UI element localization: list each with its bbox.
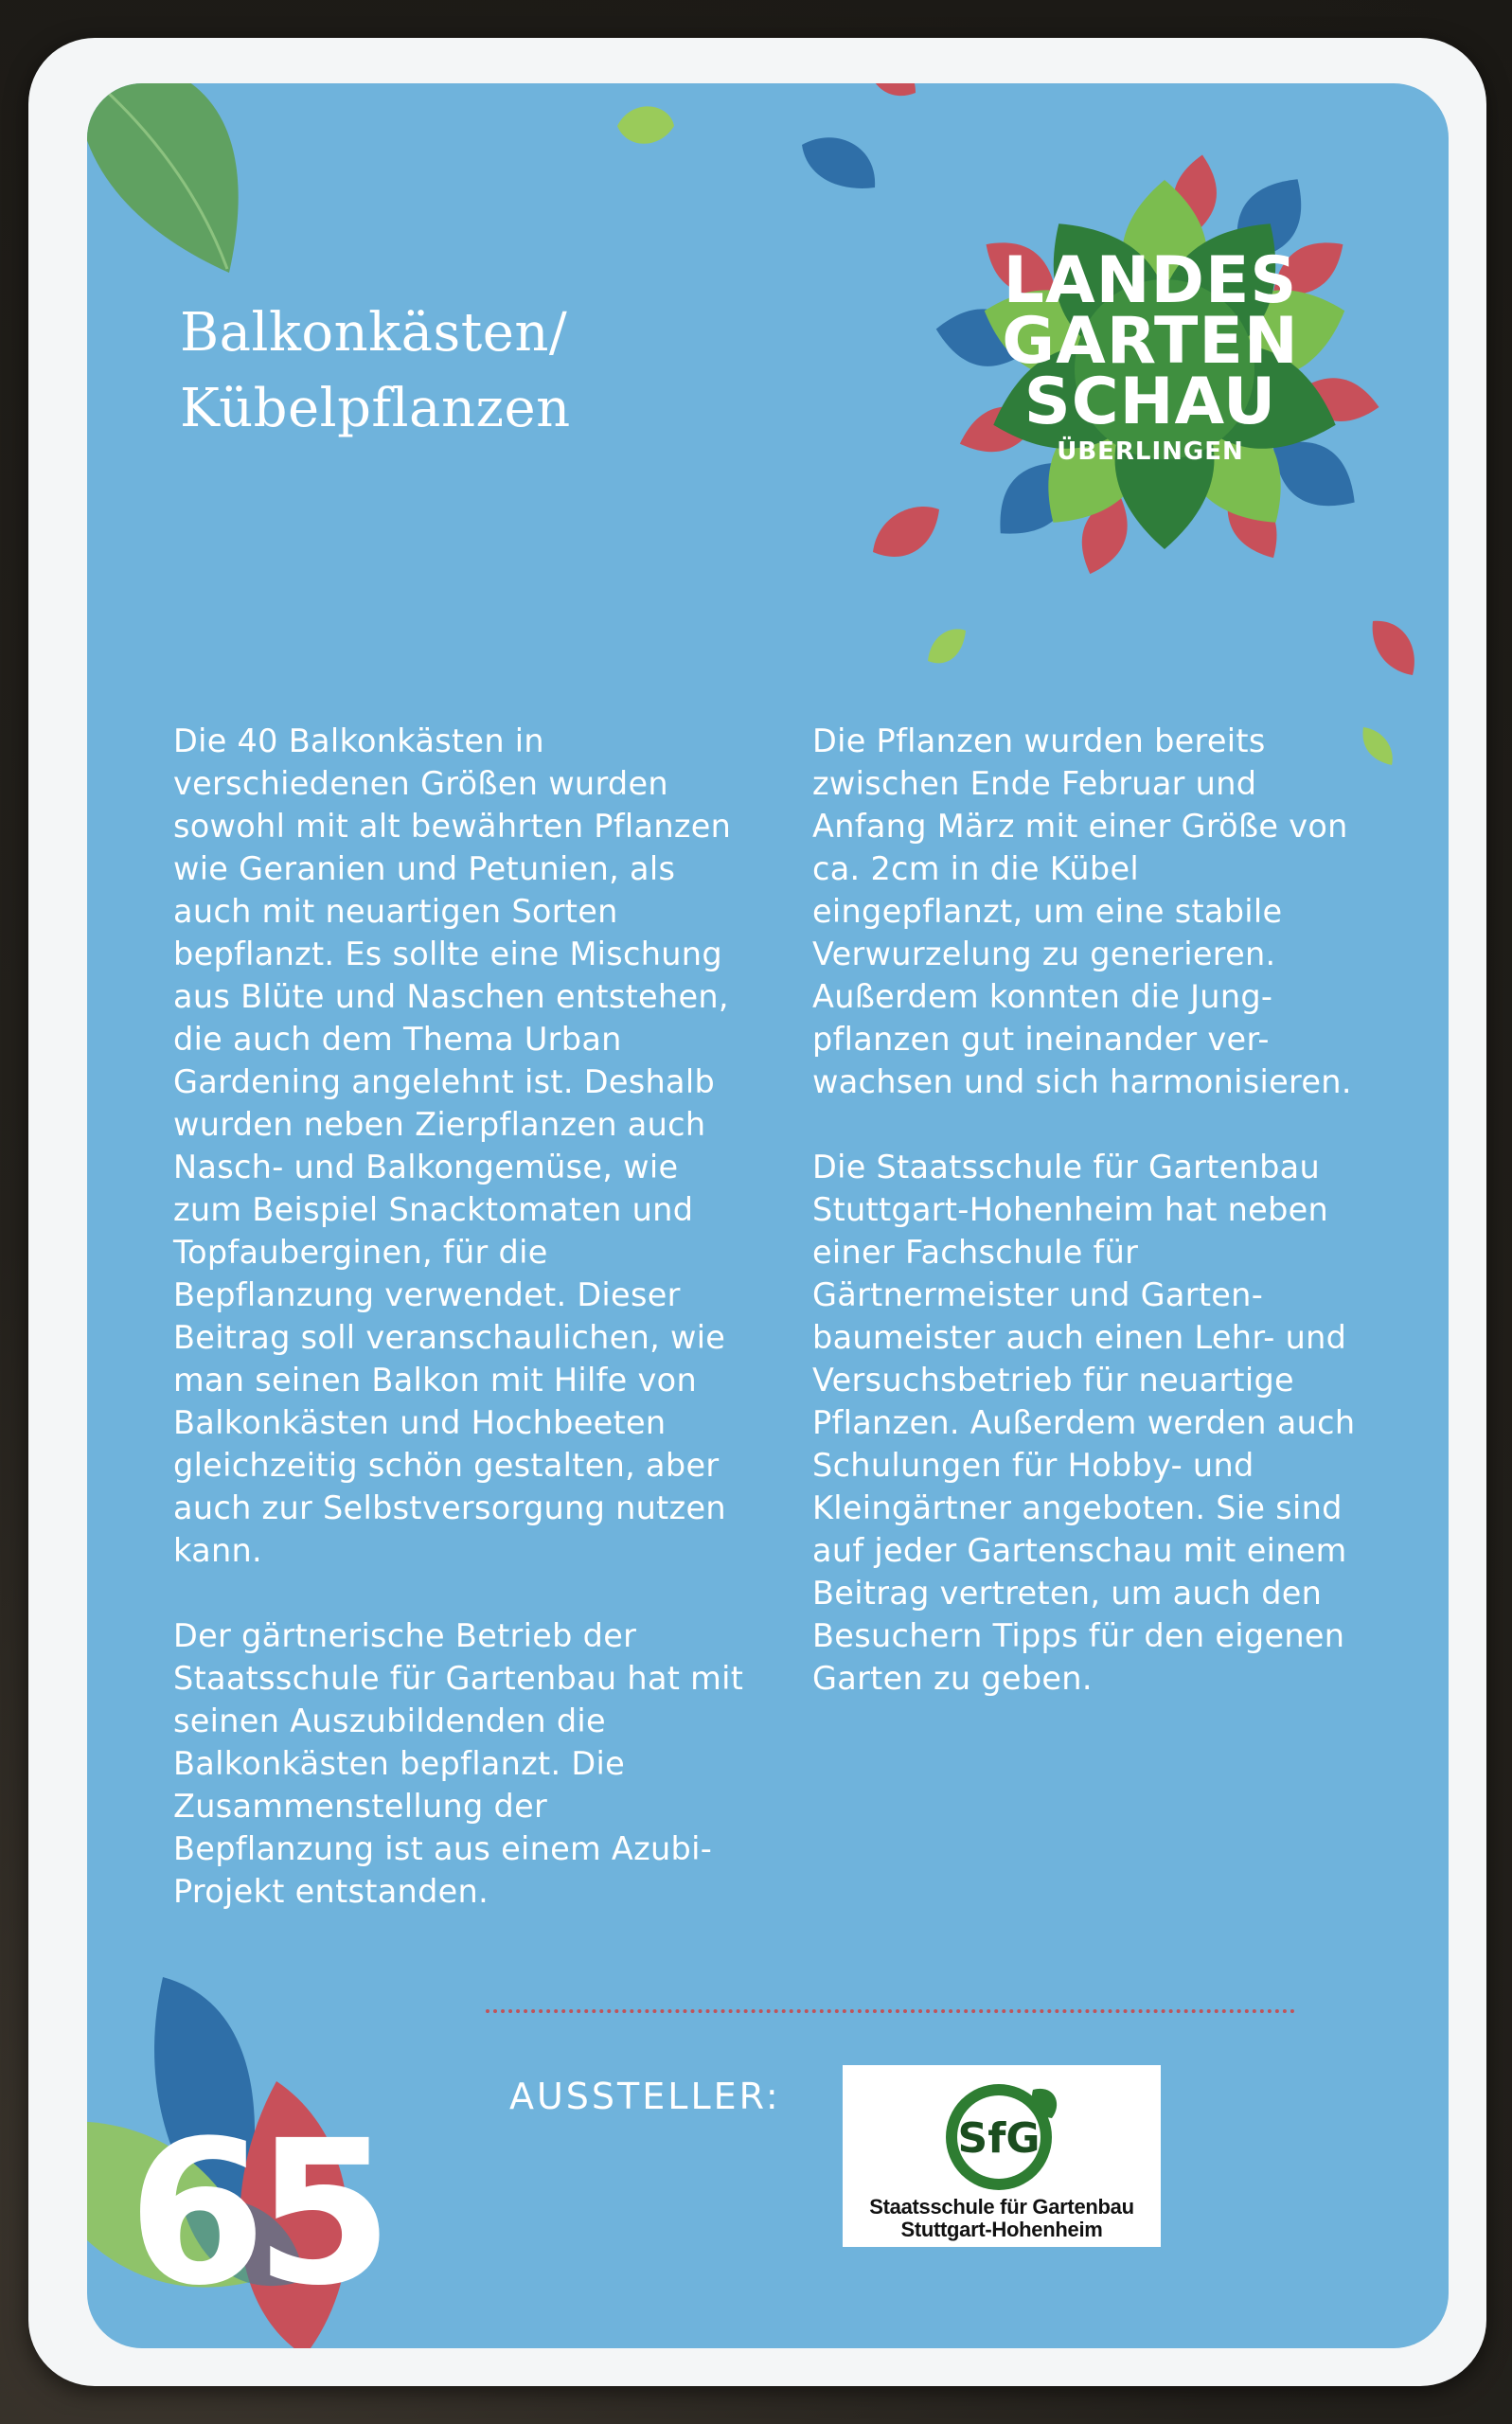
paragraph: Die Pflanzen wurden bereits zwischen Ende Februar und Anfang März mit einer Größe von ca. 2cm in die Kübel eingepflanzt, um eine stabile Verwurzelung zu generieren. Außerdem konnten die Jung- pflanzen gut ineinander ver- wachsen und sich harmonisieren. [812, 722, 1352, 1100]
sign-title [180, 295, 710, 447]
paragraph: Der gärtnerische Betrieb der Staatsschule für Gartenbau hat mit seinen Auszubildenden die Balkonkästen bepflanzt. Die Zusammenstellung der Bepflanzung ist aus einem Azubi- Projekt entstanden. [173, 1617, 744, 1910]
exhibitor-line: Stuttgart-Hohenheim [900, 2218, 1103, 2241]
logo-line: GARTEN [1002, 304, 1299, 379]
leaf-icon [613, 98, 679, 154]
logo-wordmark [994, 243, 1307, 469]
title-line: Balkonkästen/ [180, 302, 568, 364]
dotted-divider [486, 2009, 1295, 2013]
title-line: Kübelpflanzen [180, 378, 571, 439]
exhibitor-logo [843, 2065, 1161, 2247]
logo-subtitle: ÜBERLINGEN [1057, 437, 1244, 466]
exhibitor-name [843, 2196, 1161, 2241]
exhibitor-line: Staatsschule für Gartenbau [869, 2195, 1134, 2219]
paragraph: Die 40 Balkonkästen in verschiedenen Größen wurden sowohl mit alt bewährten Pflanzen wie Geranien und Petunien, als auch mit neuartigen Sorten bepflanzt. Es sollte eine Mischung aus Blüte und Naschen entstehen, die auch dem Thema Urban Gardening angelehnt ist. Deshalb wurden neben Zierpflanzen auch Nasch- und Balkongemüse, wie zum Beispiel Snacktomaten und Topfauberginen, für die Bepflanzung verwendet. Dieser Beitrag soll veranschaulichen, wie man seinen Balkon mit Hilfe von Balkonkästen und Hochbeeten gleichzeitig schön gestalten, aber auch zur Selbstversorgung nutzen kann. [173, 722, 732, 1569]
text-column-left [173, 720, 779, 1913]
logo-line: LANDES [1003, 243, 1298, 318]
logo-line: SCHAU [1023, 365, 1277, 439]
leaf-icon [87, 83, 276, 292]
sfg-badge-text: SfG [957, 2114, 1041, 2163]
leaf-icon [797, 126, 882, 197]
exhibitor-label: AUSSTELLER: [509, 2076, 781, 2117]
text-column-right [812, 720, 1418, 1700]
sfg-badge-icon [938, 2075, 1065, 2194]
sign-number: 65 [128, 2097, 382, 2329]
paragraph: Die Staatsschule für Gartenbau Stuttgart-Hohenheim hat neben einer Fachschule für Gärtnermeister und Garten- baumeister auch einen Lehr- und Versuchsbetrieb für neuartige Pflanzen. Außerdem werden auch Schulungen für Hobby- und Kleingärtner angeboten. Sie sind auf jeder Gartenschau mit einem Beitrag vertreten, um auch den Besuchern Tipps für den eigenen Garten zu geben. [812, 1149, 1356, 1697]
